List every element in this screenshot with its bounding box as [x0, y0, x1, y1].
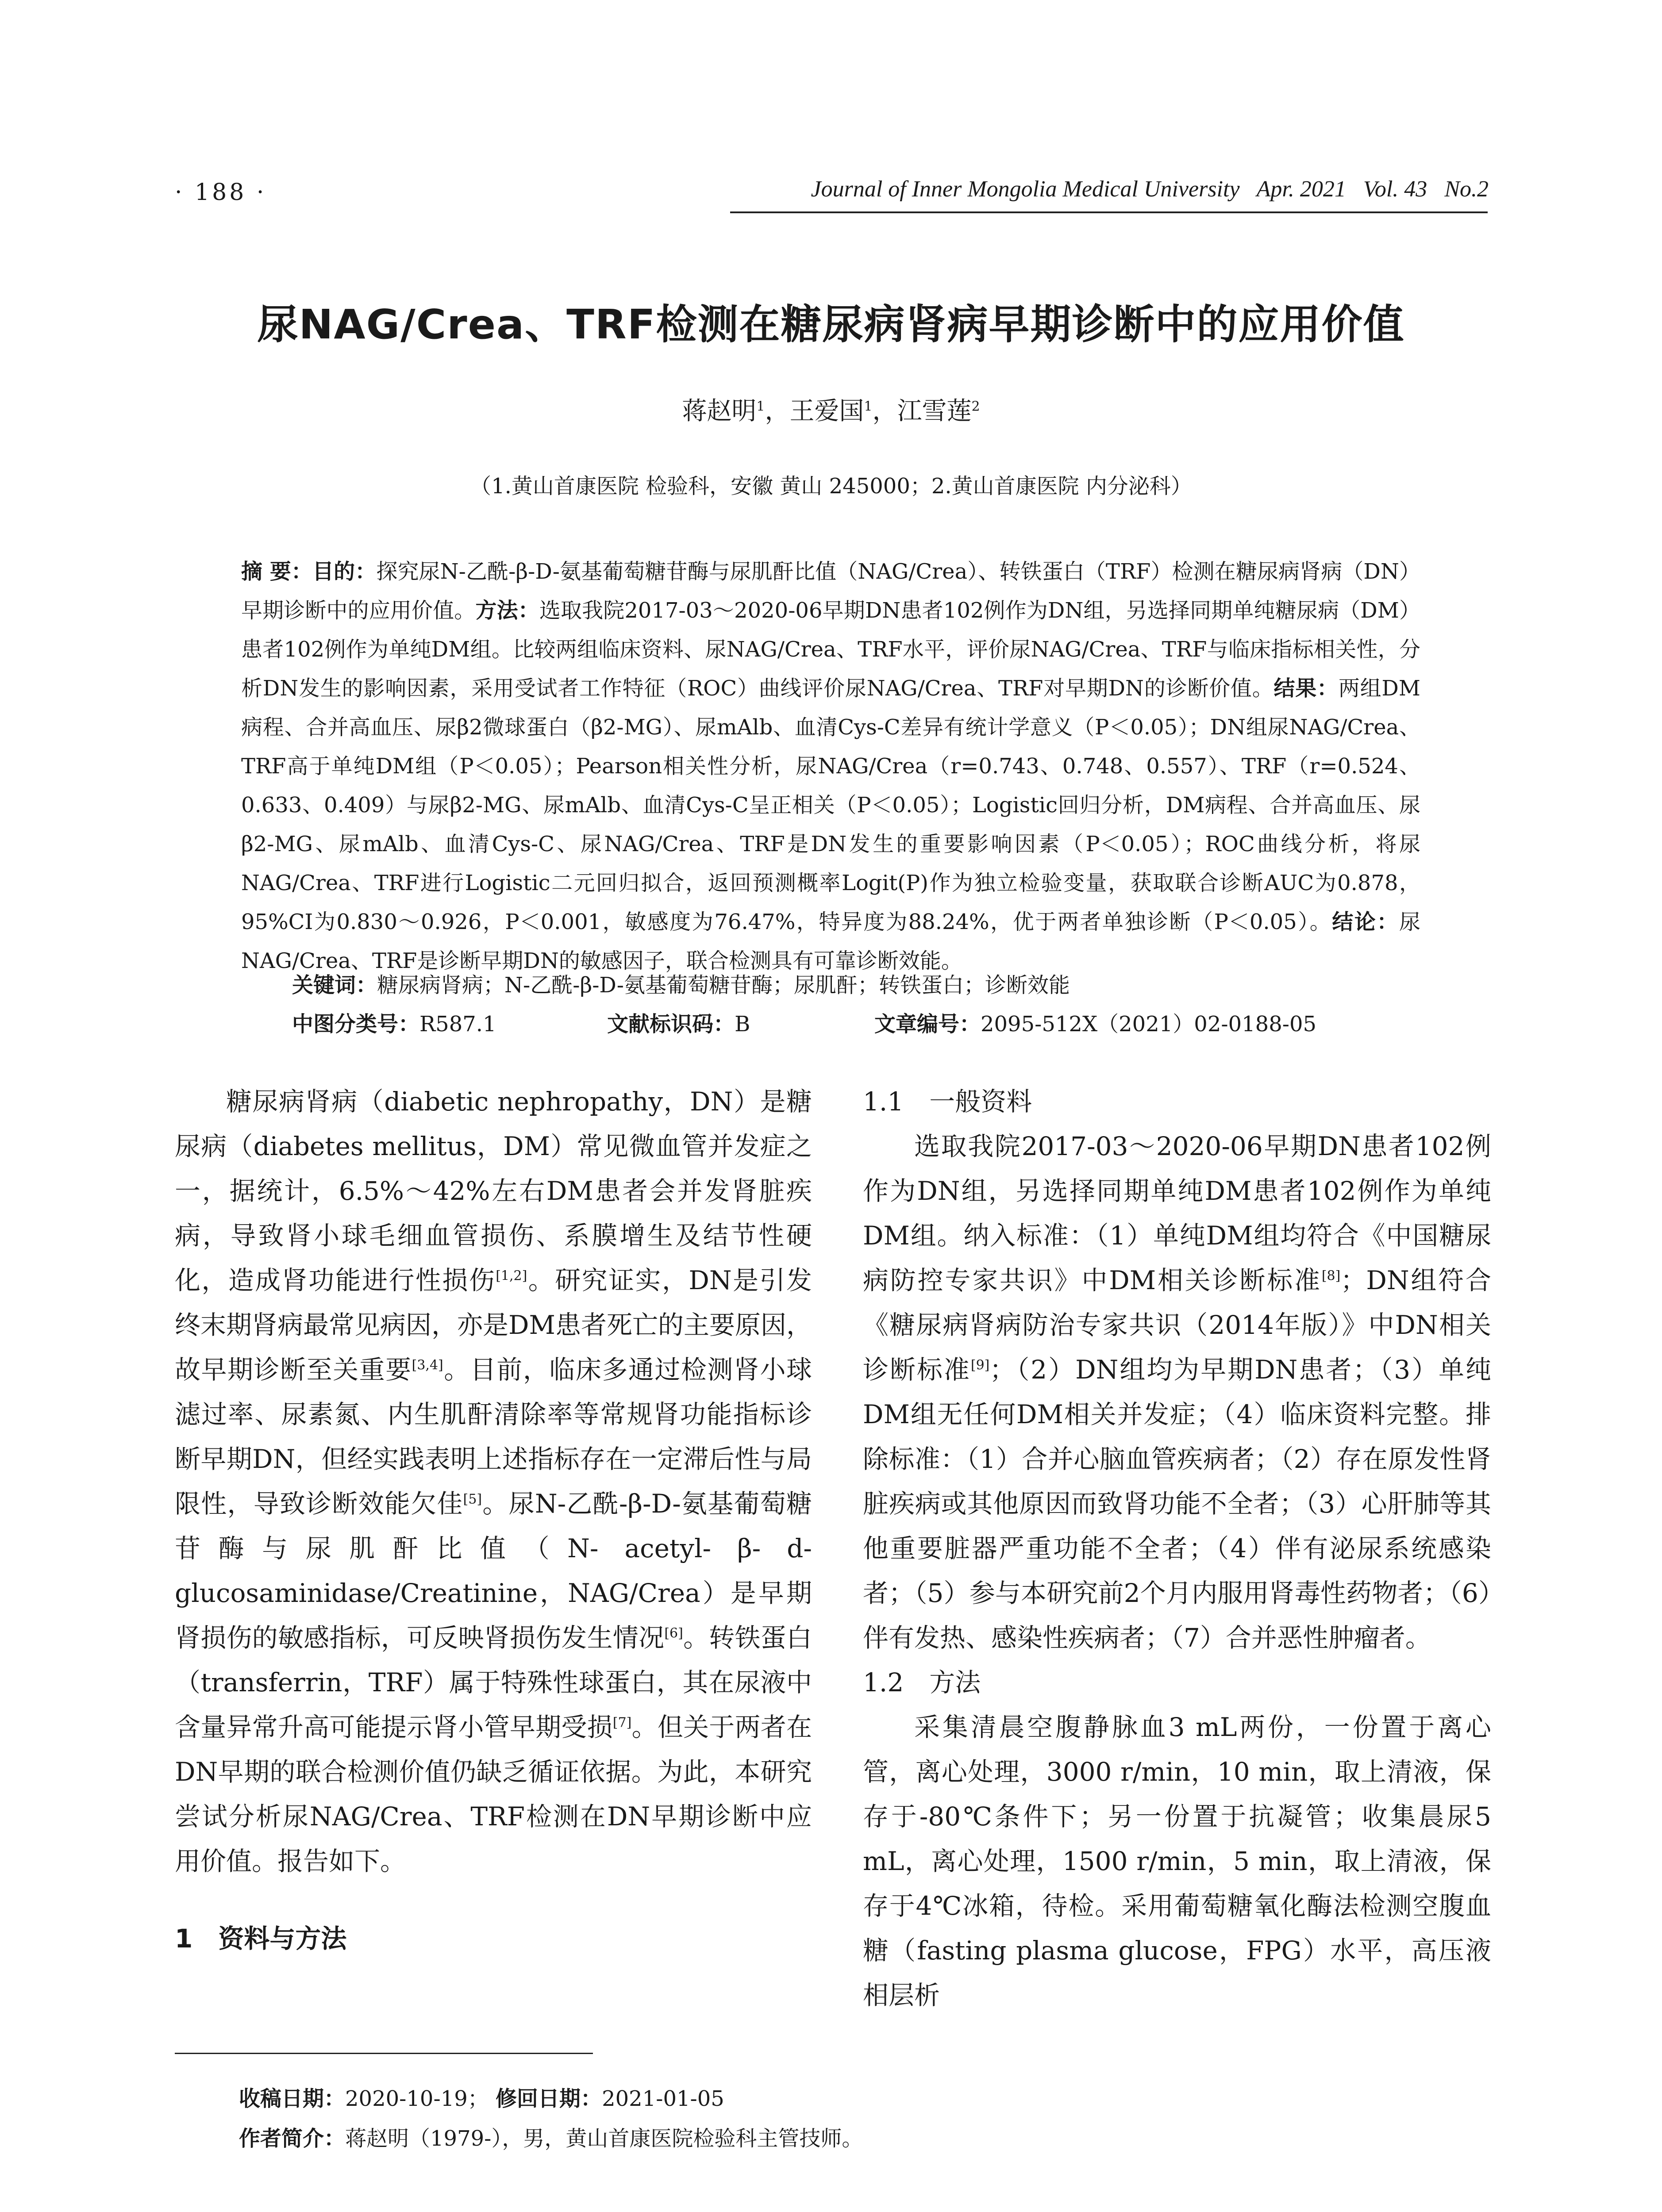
right-column	[863, 1079, 1491, 2018]
intro-text: 糖尿病肾病（diabetic nephropathy，DN）是糖尿病（diabetes mellitus，DM）常见微血管并发症之一，据统计，6.5%～42%左右DM患者会并发肾脏疾病，导致肾小球毛细血管损伤、系膜增生及结节性硬化，造成肾功能进行性损伤	[175, 1087, 812, 1295]
classification-line	[292, 1007, 1425, 1037]
citation: [9]	[970, 1357, 990, 1373]
method-label: 方法：	[475, 598, 539, 623]
body-text: 选取我院2017-03～2020-06早期DN患者102例作为DN组，另选择同期单纯DM患者102例作为单纯DM组。纳入标准：（1）单纯DM组均符合《中国糖尿病防控专家共识》中DM相关诊断标准	[863, 1131, 1491, 1295]
clc-label: 中图分类号：	[292, 1012, 420, 1037]
citation: [7]	[612, 1715, 632, 1731]
citation: [1,2]	[496, 1268, 527, 1284]
intro-text: 。尿N-乙酰-β-D-氨基葡萄糖苷酶与尿肌酐比值（N- acetyl- β- d- glucosaminidase/Creatinine，NAG/Crea）是早期肾损伤的敏感指标，可反映肾损伤发生情况	[175, 1489, 812, 1653]
revised-label: 修回日期：	[496, 2086, 602, 2111]
issue-date: Apr. 2021	[1256, 177, 1346, 202]
author-bio	[239, 2121, 863, 2152]
objective-text: 探究尿N-乙酰-β-D-氨基葡萄糖苷酶与尿肌酐比值（NAG/Crea）、转铁蛋白（TRF）检测在糖尿病肾病（DN）早期诊断中的应用价值。	[241, 559, 1420, 623]
left-column	[175, 1079, 812, 1884]
method-text: 选取我院2017-03～2020-06早期DN患者102例作为DN组，另选择同期单纯糖尿病（DM）患者102例作为单纯DM组。比较两组临床资料、尿NAG/Crea、TRF水平，评价尿NAG/Crea、TRF与临床指标相关性，分析DN发生的影响因素，采用受试者工作特征（ROC）曲线评价尿NAG/Crea、TRF对早期DN的诊断价值。	[241, 598, 1420, 701]
author-name: 蒋赵明	[682, 397, 757, 426]
result-text: 两组DM病程、合并高血压、尿β2微球蛋白（β2-MG）、尿mAlb、血清Cys-C差异有统计学意义（P＜0.05）；DN组尿NAG/Crea、TRF高于单纯DM组（P＜0.05）；Pearson相关性分析，尿NAG/Crea（r=0.743、0.748、0.557）、TRF（r=0.524、0.633、0.409）与尿β2-MG、尿mAlb、血清Cys-C呈正相关（P＜0.05）；Logistic回归分析，DM病程、合并高血压、尿β2-MG、尿mAlb、血清Cys-C、尿NAG/Crea、TRF是DN发生的重要影响因素（P＜0.05）；ROC曲线分析，将尿NAG/Crea、TRF进行Logistic二元回归拟合，返回预测概率Logit(P)作为独立检验变量，获取联合诊断AUC为0.878，95%CI为0.830～0.926，P＜0.001，敏感度为76.47%，特异度为88.24%，优于两者单独诊断（P＜0.05）。	[241, 676, 1420, 934]
article-no-label: 文章编号：	[874, 1012, 981, 1037]
citation: [6]	[664, 1625, 683, 1641]
header-rule	[730, 211, 1488, 213]
revised-date: 2021-01-05	[602, 2086, 724, 2111]
citation: [5]	[463, 1491, 482, 1507]
doc-code-value: B	[735, 1012, 750, 1037]
intro-paragraph	[175, 1079, 812, 1884]
intro-text: 。但关于两者在DN早期的联合检测价值仍缺乏循证依据。为此，本研究尝试分析尿NAG/Crea、TRF检测在DN早期诊断中应用价值。报告如下。	[175, 1712, 812, 1876]
keywords	[292, 968, 1425, 998]
citation: [3,4]	[412, 1357, 443, 1373]
intro-text: 。目前，临床多通过检测肾小球滤过率、尿素氮、内生肌酐清除率等常规肾功能指标诊断早期DN，但经实践表明上述指标存在一定滞后性与局限性，导致诊断效能欠佳	[175, 1355, 812, 1519]
footnote-rule	[175, 2053, 593, 2054]
received-label: 收稿日期：	[239, 2086, 346, 2111]
author-affil-mark: 2	[971, 399, 980, 415]
method-paragraph: 采集清晨空腹静脉血3 mL两份，一份置于离心管，离心处理，3000 r/min，10 min，取上清液，保存于-80℃条件下；另一份置于抗凝管；收集晨尿5 mL，离心处理，1500 r/min，5 min，取上清液，保存于4℃冰箱，待检。采用葡萄糖氧化酶法检测空腹血糖（fasting plasma glucose，FPG）水平，高压液相层析	[863, 1712, 1491, 2010]
issue: No.2	[1444, 177, 1489, 202]
body-text: ；DN组符合《糖尿病肾病防治专家共识（2014年版）》中DN相关诊断标准	[863, 1265, 1491, 1385]
page-number: · 188 ·	[175, 179, 267, 206]
result-label: 结果：	[1273, 676, 1339, 701]
author-affil-mark: 1	[756, 399, 765, 415]
received-dates	[239, 2081, 724, 2112]
author-bio-label: 作者简介：	[239, 2126, 346, 2151]
subsection-heading-1-2: 1.2 方法	[863, 1667, 981, 1697]
intro-text: 。转铁蛋白（transferrin，TRF）属于特殊性球蛋白，其在尿液中含量异常升高可能提示肾小管早期受损	[175, 1623, 812, 1742]
subsection-heading-1-1: 1.1 一般资料	[863, 1087, 1032, 1117]
keywords-label: 关键词：	[292, 973, 377, 998]
keywords-text: 糖尿病肾病；N-乙酰-β-D-氨基葡萄糖苷酶；尿肌酐；转铁蛋白；诊断效能	[377, 973, 1070, 998]
affiliation: （1.黄山首康医院 检验科，安徽 黄山 245000；2.黄山首康医院 内分泌科）	[470, 474, 1192, 499]
abstract	[241, 552, 1420, 980]
running-header	[811, 176, 1489, 202]
received-date: 2020-10-19；	[345, 2086, 489, 2111]
objective-label: 目的：	[312, 559, 377, 584]
body-text: ；（2）DN组均为早期DN患者；（3）单纯DM组无任何DM相关并发症；（4）临床资料完整。排除标准：（1）合并心脑血管疾病者；（2）存在原发性肾脏疾病或其他原因而致肾功能不全者；（3）心肝肺等其他重要脏器严重功能不全者；（4）伴有泌尿系统感染者；（5）参与本研究前2个月内服用肾毒性药物者；（6）伴有发热、感染性疾病者；（7）合并恶性肿瘤者。	[863, 1355, 1491, 1653]
author-name: 江雪莲	[897, 397, 972, 426]
general-data-paragraph	[863, 1124, 1491, 1660]
abstract-label: 摘 要：	[241, 559, 313, 584]
paper-title: 尿NAG/Crea、TRF检测在糖尿病肾病早期诊断中的应用价值	[257, 301, 1405, 348]
section-heading-1: 1 资料与方法	[175, 1924, 347, 1954]
conclusion-label: 结论：	[1332, 910, 1399, 934]
doc-code-label: 文献标识码：	[607, 1012, 735, 1037]
clc-value: R587.1	[419, 1012, 496, 1037]
author-name: 王爱国	[789, 397, 864, 426]
conclusion-text: 尿NAG/Crea、TRF是诊断早期DN的敏感因子，联合检测具有可靠诊断效能。	[241, 910, 1420, 973]
author-bio-text: 蒋赵明（1979-），男，黄山首康医院检验科主管技师。	[345, 2126, 863, 2151]
intro-text: 。研究证实，DN是引发终末期肾病最常见病因，亦是DM患者死亡的主要原因，故早期诊断至关重要	[175, 1265, 812, 1385]
citation: [8]	[1321, 1268, 1341, 1284]
author-affil-mark: 1	[864, 399, 873, 415]
article-no-value: 2095-512X（2021）02-0188-05	[980, 1012, 1317, 1037]
author-list: 蒋赵明$^1$，王爱国$^1$，江雪莲$^2$	[682, 397, 980, 426]
journal-name: Journal of Inner Mongolia Medical University	[811, 177, 1240, 202]
volume: Vol. 43	[1363, 177, 1427, 202]
